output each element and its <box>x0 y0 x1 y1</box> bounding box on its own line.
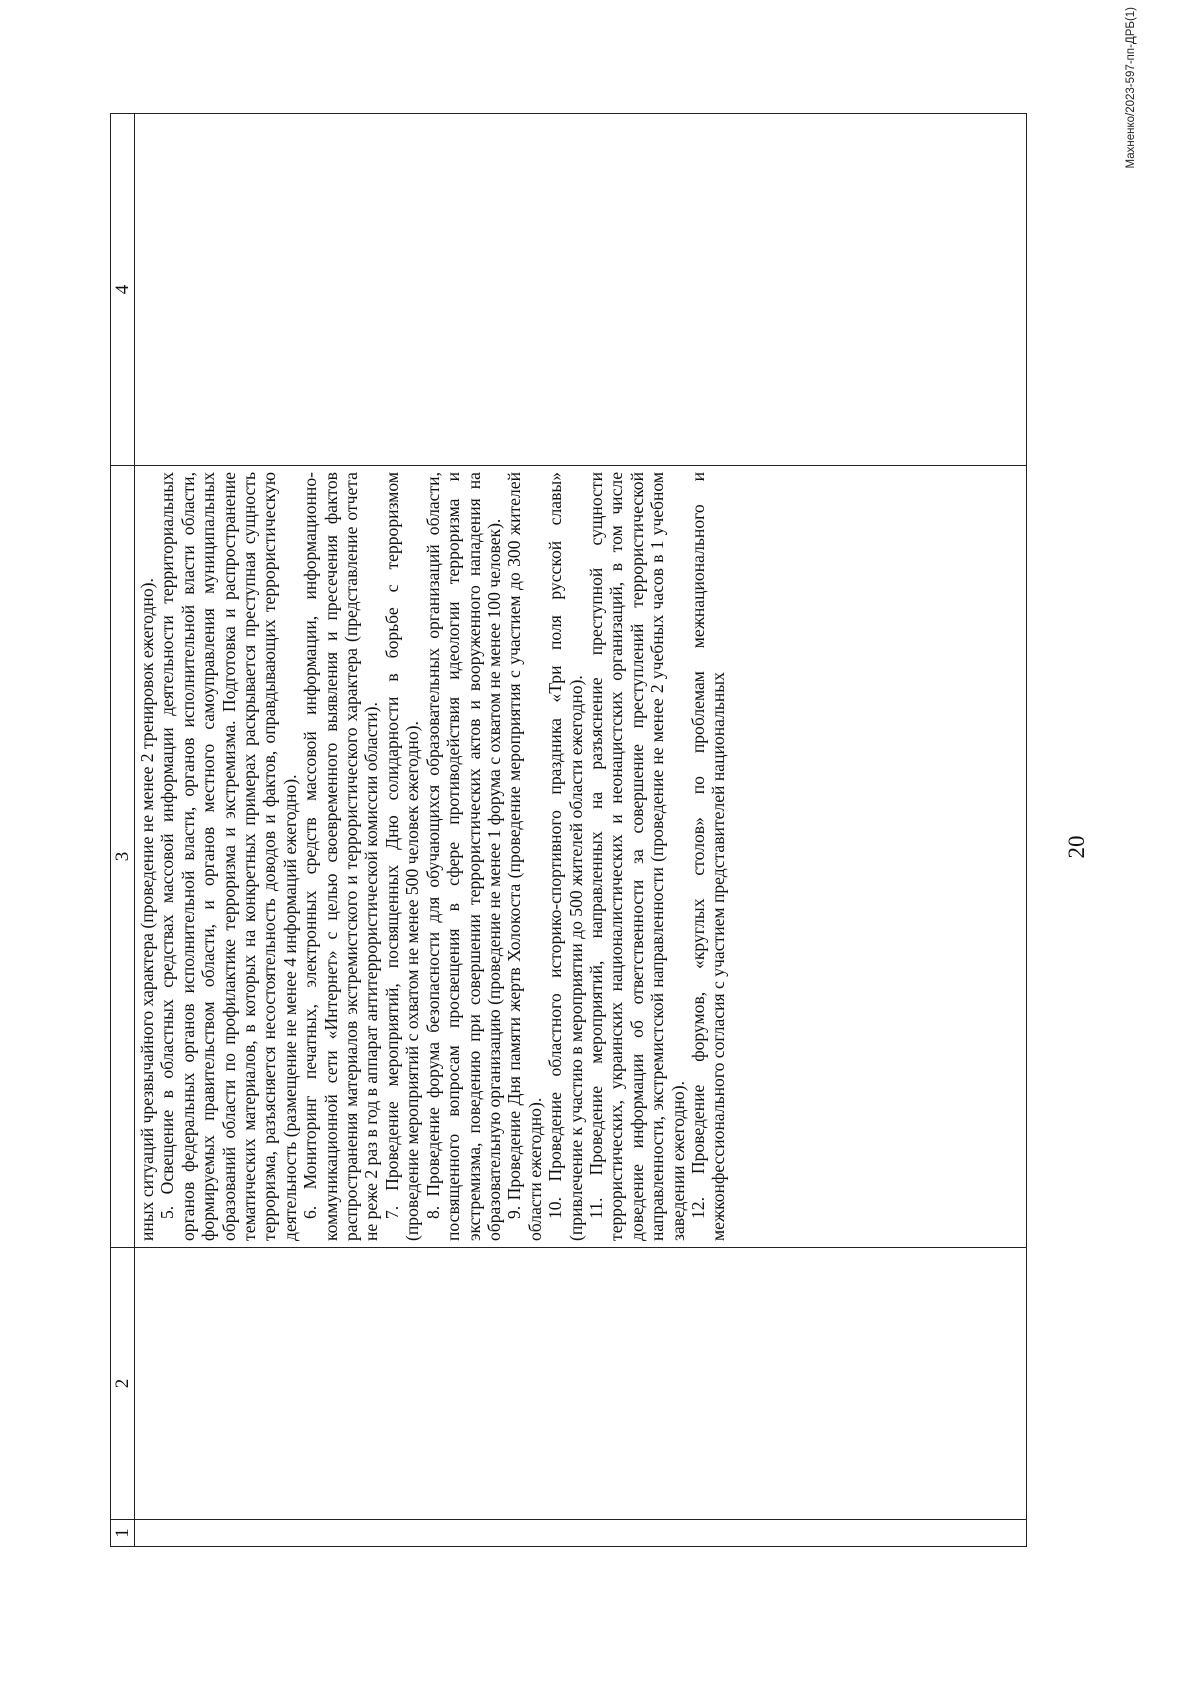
column-header-1: 1 <box>111 1520 135 1547</box>
column-header-2: 2 <box>111 1248 135 1520</box>
cell-col-4 <box>135 114 1027 466</box>
document-code: Махненко/2023-597-пп-ДРБ(1) <box>1125 7 1137 169</box>
program-table <box>110 113 1027 1547</box>
cell-col-3 <box>135 466 1027 1248</box>
table-row <box>135 114 1027 1547</box>
measure-paragraph: 9. Проведение Дня памяти жертв Холокоста (проведение мероприятия с участием до 300 жителей области ежегодно). <box>504 472 545 1241</box>
measure-paragraph: 11. Проведение мероприятий, направленных на разъяснение преступной сущности террористических, украинских националистических и неонацистских организаций, в том числе доведение информации об ответственности за совершение преступлений террористической направленности, экстремистской направленности (проведение не менее 2 учебных часов в 1 учебном заведении ежегодно). <box>585 472 688 1241</box>
cell-col-2 <box>135 1248 1027 1520</box>
measure-paragraph: 6. Мониторинг печатных, электронных средств массовой информации, информационно-коммуникационной сети «Интернет» с целью своевременного выявления и пресечения фактов распространения материалов экстремистского и террористического характера (представление отчета не реже 2 раз в год в аппарат антитеррористической комиссии области). <box>300 472 382 1241</box>
measure-paragraph: 10. Проведение областного историко-спортивного праздника «Три поля русской славы» (привлечение к участию в мероприятии до 500 жителей области ежегодно). <box>545 472 586 1241</box>
table-header-row <box>111 114 135 1547</box>
column-header-3: 3 <box>111 466 135 1248</box>
cell-col-1 <box>135 1520 1027 1547</box>
measures-text <box>137 472 729 1241</box>
measure-paragraph: 12. Проведение форумов, «круглых столов» по проблемам межнационального и межконфессионального согласия с участием представителей национальных <box>687 472 729 1241</box>
measure-paragraph: 7. Проведение мероприятий, посвященных Дню солидарности в борьбе с терроризмом (проведение мероприятий с охватом не менее 500 человек ежегодно). <box>381 472 423 1241</box>
measure-paragraph: иных ситуаций чрезвычайного характера (проведение не менее 2 тренировок ежегодно). <box>137 578 157 1241</box>
page-number: 20 <box>1064 835 1089 859</box>
measure-paragraph: 5. Освещение в областных средствах массовой информации деятельности территориальных органов федеральных органов исполнительной власти, органов исполнительной власти области, формируемых правительством области, и органов местного самоуправления муниципальных образований области по профилактике терроризма и экстремизма. Подготовка и распространение тематических материалов, в которых на конкретных примерах раскрывается преступная сущность терроризма, разъясняется несостоятельность доводов и фактов, оправдывающих террористическую деятельность (размещение не менее 4 информаций ежегодно). <box>157 472 300 1241</box>
measure-paragraph: 8. Проведение форума безопасности для обучающихся образовательных организаций области, посвященного вопросам просвещения в сфере противодействия идеологии терроризма и экстремизма, поведению при совершении террористических актов и вооруженного нападения на образовательную организацию (проведение не менее 1 форума с охватом не менее 100 человек). <box>422 472 504 1241</box>
column-header-4: 4 <box>111 114 135 466</box>
